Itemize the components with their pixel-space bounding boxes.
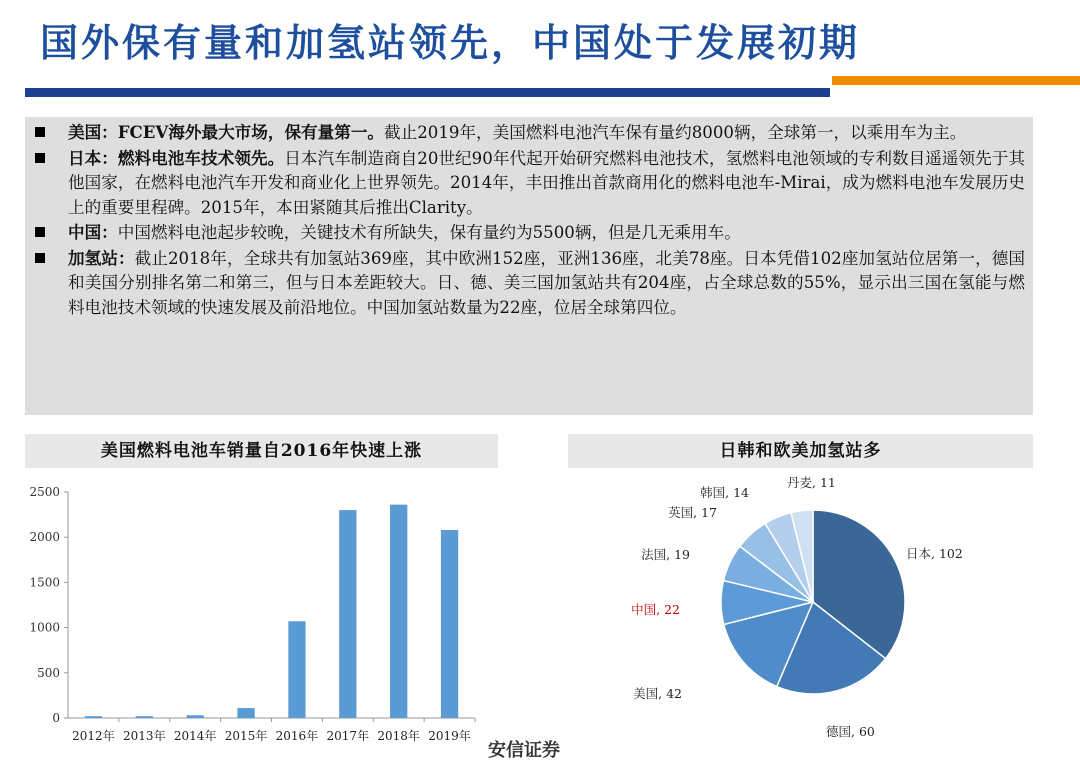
title-underline-orange — [832, 76, 1080, 85]
bullet-square-icon — [35, 227, 45, 237]
bullet-square-icon — [35, 153, 45, 163]
pie-chart — [568, 470, 1038, 746]
bullet-square-icon — [35, 127, 45, 137]
bullet-hydrogen-stations — [35, 246, 1025, 321]
pie-slice-label: 法国, 19 — [641, 547, 690, 562]
pie-slice-label: 美国, 42 — [633, 686, 682, 701]
bar — [85, 716, 102, 718]
page-title: 国外保有量和加氢站领先，中国处于发展初期 — [40, 20, 861, 65]
y-tick-label: 2500 — [29, 485, 60, 499]
bar — [136, 716, 153, 718]
bullet-square-icon — [35, 253, 45, 263]
y-tick-label: 1500 — [29, 575, 60, 590]
bar-chart — [0, 470, 500, 746]
bar — [187, 715, 204, 718]
y-tick-label: 500 — [37, 665, 60, 680]
bullet-lead: 加氢站： — [68, 247, 135, 268]
x-tick-label: 2016年 — [275, 729, 319, 743]
bullet-text: 日本汽车制造商自20世纪90年代起开始研究燃料电池技术，氢燃料电池领域的专利数目遥遥领先于其他国家，在燃料电池汽车开发和商业化上世界领先。2014年，丰田推出首款商用化的燃料电池车-Mirai，成为燃料电池车发展历史上的重要里程碑。2015年，本田紧随其后推出Clarity。 — [68, 148, 1026, 217]
bar — [441, 530, 458, 718]
pie-slice-label: 中国, 22 — [631, 602, 680, 617]
bullet-text: 截止2018年，全球共有加氢站369座，其中欧洲152座，亚洲136座，北美78座。日本凭借102座加氢站位居第一，德国和美国分别排名第二和第三，但与日本差距较大。日、德、美三国加氢站共有204座，占全球总数的55%，显示出三国在氢能与燃料电池技术领域的快速发展及前沿地位。中国加氢站数量为22座，位居全球第四位。 — [68, 248, 1025, 317]
pie-slice-label: 德国, 60 — [826, 724, 875, 739]
bullet-china — [35, 220, 1025, 246]
y-tick-label: 0 — [52, 711, 60, 725]
footer-fragment: 安信证券 — [488, 740, 560, 761]
bullet-lead: 日本：燃料电池车技术领先。 — [68, 147, 285, 168]
bullet-lead: 美国：FCEV海外最大市场，保有量第一。 — [68, 122, 385, 142]
bullet-lead: 中国： — [68, 222, 118, 242]
pie-slice-label: 英国, 17 — [668, 505, 717, 520]
bar-chart-title: 美国燃料电池车销量自2016年快速上涨 — [25, 434, 498, 468]
x-tick-label: 2012年 — [72, 729, 115, 743]
x-tick-label: 2013年 — [123, 729, 166, 743]
pie-slice-label: 日本, 102 — [906, 546, 963, 561]
x-tick-label: 2019年 — [428, 729, 471, 743]
pie-slice-label: 韩国, 14 — [700, 485, 749, 500]
bar — [339, 510, 356, 718]
x-tick-label: 2017年 — [326, 729, 370, 743]
bullet-text: 截止2019年，美国燃料电池汽车保有量约8000辆，全球第一，以乘用车为主。 — [384, 123, 967, 142]
bullet-text: 中国燃料电池起步较晚，关键技术有所缺失，保有量约为5500辆，但是几无乘用车。 — [117, 223, 741, 242]
bar — [288, 621, 305, 718]
bar — [237, 708, 254, 718]
y-tick-label: 1000 — [29, 620, 60, 635]
title-underline-blue — [25, 88, 830, 97]
summary-bullets — [35, 120, 1025, 320]
y-tick-label: 2000 — [29, 530, 60, 545]
bullet-usa — [35, 120, 1025, 146]
x-tick-label: 2015年 — [224, 729, 268, 743]
pie-slice-label: 丹麦, 11 — [787, 475, 836, 490]
pie-chart-title: 日韩和欧美加氢站多 — [568, 434, 1033, 468]
bullet-japan — [35, 146, 1025, 221]
x-tick-label: 2014年 — [173, 729, 217, 743]
bar — [390, 505, 407, 718]
x-tick-label: 2018年 — [377, 729, 420, 743]
